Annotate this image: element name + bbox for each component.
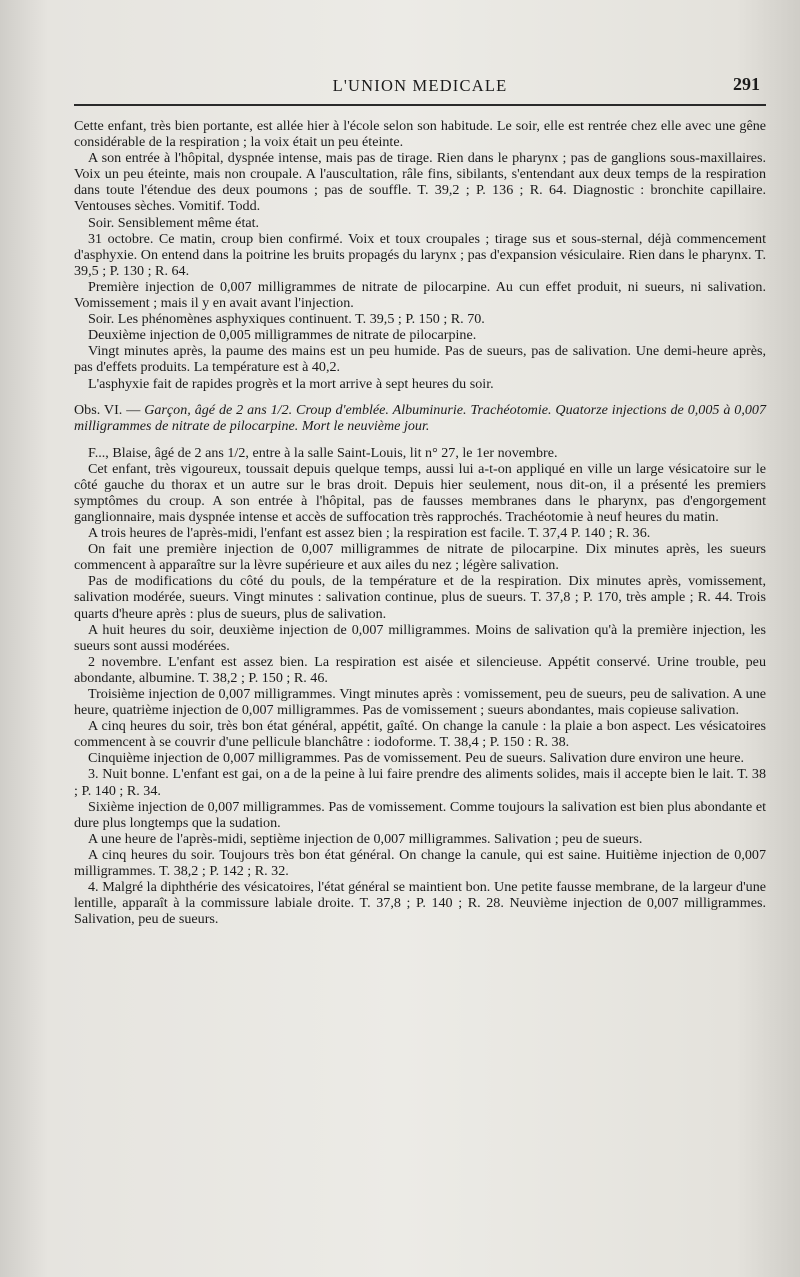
paragraph: On fait une première injection de 0,007 milligrammes de nitrate de pilocarpine. Dix minutes après, les sueurs commencent à apparaître sur la lèvre supérieure et aux ailes du nez ; légère salivation. bbox=[74, 541, 766, 574]
paragraph: A trois heures de l'après-midi, l'enfant est assez bien ; la respiration est facile. T. 37,4 P. 140 ; R. 36. bbox=[88, 525, 651, 542]
paragraph: A huit heures du soir, deuxième injection de 0,007 milligrammes. Moins de salivation qu'à la première injection, les sueurs sont aussi modérées. bbox=[74, 621, 766, 654]
paragraph: Deuxième injection de 0,005 milligrammes de nitrate de pilocarpine. bbox=[88, 327, 477, 344]
paragraph: Sixième injection de 0,007 milligrammes. Pas de vomissement. Comme toujours la salivation est bien plus abondante et dure plus longtemps que la sudation. bbox=[74, 798, 766, 831]
paragraph: Première injection de 0,007 milligrammes de nitrate de pilocarpine. Au cun effet produit, ni sueurs, ni salivation. Vomissement ; mais il y en avait avant l'injection. bbox=[74, 278, 766, 312]
paragraph: 3. Nuit bonne. L'enfant est gai, on a de la peine à lui faire prendre des aliments solides, mais il accepte bien le lait. T. 38 ; P. 140 ; R. 34. bbox=[74, 766, 766, 799]
paragraph: Troisième injection de 0,007 milligrammes. Vingt minutes après : vomissement, peu de sueurs, peu de salivation. A une heure, quatrième injection de 0,007 milligrammes. Pas de vomissement ; sueurs abondantes, mais copieuse salivation. bbox=[74, 686, 766, 719]
paragraph: A une heure de l'après-midi, septième injection de 0,007 milligrammes. Salivation ; peu de sueurs. bbox=[88, 830, 643, 847]
paragraphs-bottom bbox=[74, 445, 766, 928]
page-number: 291 bbox=[733, 74, 760, 94]
paragraph: Soir. Les phénomènes asphyxiques continuent. T. 39,5 ; P. 150 ; R. 70. bbox=[88, 311, 485, 328]
paragraph: L'asphyxie fait de rapides progrès et la mort arrive à sept heures du soir. bbox=[88, 375, 494, 392]
observation-label: Obs. VI. — bbox=[74, 401, 145, 418]
paragraph: 2 novembre. L'enfant est assez bien. La respiration est aisée et silencieuse. Appétit conservé. Urine trouble, peu abondante, albumine. T. 38,2 ; P. 150 ; R. 46. bbox=[74, 653, 766, 686]
paragraphs-top bbox=[74, 118, 766, 392]
paragraph: Pas de modifications du côté du pouls, de la température et de la respiration. Dix minutes après, vomissement, salivation modérée, sueurs. Vingt minutes : salivation continue, plus de sueurs. T. 37,8 ; P. 170, très ample ; R. 44. Trois quarts d'heure après : plus de sueurs, plus de salivation. bbox=[74, 573, 766, 622]
paragraph: 4. Malgré la diphthérie des vésicatoires, l'état général se maintient bon. Une petite fausse membrane, de la largeur d'une lentille, apparaît à la commissure labiale droite. T. 37,8 ; P. 140 ; R. 28. Neuvième injection de 0,007 milligrammes. Salivation, peu de sueurs. bbox=[74, 879, 766, 928]
paragraph: F..., Blaise, âgé de 2 ans 1/2, entre à la salle Saint-Louis, lit n° 27, le 1er novembre. bbox=[88, 444, 558, 461]
paragraph: Vingt minutes après, la paume des mains est un peu humide. Pas de sueurs, pas de salivation. Une demi-heure après, pas d'effets produits. La température est à 40,2. bbox=[74, 343, 766, 376]
observation-heading bbox=[74, 402, 766, 435]
paragraph: Cinquième injection de 0,007 milligrammes. Pas de vomissement. Peu de sueurs. Salivation dure environ une heure. bbox=[88, 750, 745, 767]
paragraph: Cet enfant, très vigoureux, toussait depuis quelque temps, aussi lui a-t-on appliqué en ville un large vésicatoire sur le côté gauche du thorax et un autre sur le bras droit. Depuis hier seulement, nous dit-on, il a présenté les premiers symptômes du croup. A son entrée à l'hôpital, pas de fausses membranes dans le pharynx, pas d'engorgement ganglionnaire, mais dyspnée intense et accès de suffocation très rapprochés. Trachéotomie à neuf heures du matin. bbox=[74, 460, 766, 525]
paragraph: Cette enfant, très bien portante, est allée hier à l'école selon son habitude. Le soir, elle est rentrée chez elle avec une gêne considérable de la respiration ; la voix était un peu éteinte. bbox=[74, 118, 766, 151]
paragraph: A son entrée à l'hôpital, dyspnée intense, mais pas de tirage. Rien dans le pharynx ; pas de ganglions sous-maxillaires. Voix un peu éteinte, mais non croupale. A l'auscultation, râle fins, sibilants, s'entendant aux deux temps de la respiration dans toute l'étendue des deux poumons ; pas de souffle. T. 39,2 ; P. 136 ; R. 64. Diagnostic : bronchite capillaire. Ventouses sèches. Vomitif. Todd. bbox=[74, 150, 766, 215]
paragraph: A cinq heures du soir. Toujours très bon état général. On change la canule, qui est saine. Huitième injection de 0,007 milligrammes. T. 38,2 ; P. 142 ; R. 32. bbox=[74, 846, 766, 880]
page-header bbox=[74, 70, 766, 106]
running-title: L'UNION MEDICALE bbox=[332, 76, 508, 95]
paragraph: Soir. Sensiblement même état. bbox=[88, 214, 260, 231]
paragraph: 31 octobre. Ce matin, croup bien confirmé. Voix et toux croupales ; tirage sus et sous-sternal, déjà commencement d'asphyxie. On entend dans la poitrine les bruits propagés du larynx ; pas d'expansion vésiculaire. Rien dans le pharynx. T. 39,5 ; P. 130 ; R. 64. bbox=[74, 230, 766, 279]
paragraph: A cinq heures du soir, très bon état général, appétit, gaîté. On change la canule : la plaie a bon aspect. Les vésicatoires commencent à se couvrir d'une pellicule blanchâtre : iodoforme. T. 38,4 ; P. 150 : R. 38. bbox=[74, 718, 766, 751]
document-body bbox=[74, 118, 766, 927]
observation-title: Garçon, âgé de 2 ans 1/2. Croup d'emblée. Albuminurie. Trachéotomie. Quatorze injections de 0,005 à 0,007 milligrammes de nitrate de pilocarpine. Mort le neuvième jour. bbox=[74, 401, 767, 435]
